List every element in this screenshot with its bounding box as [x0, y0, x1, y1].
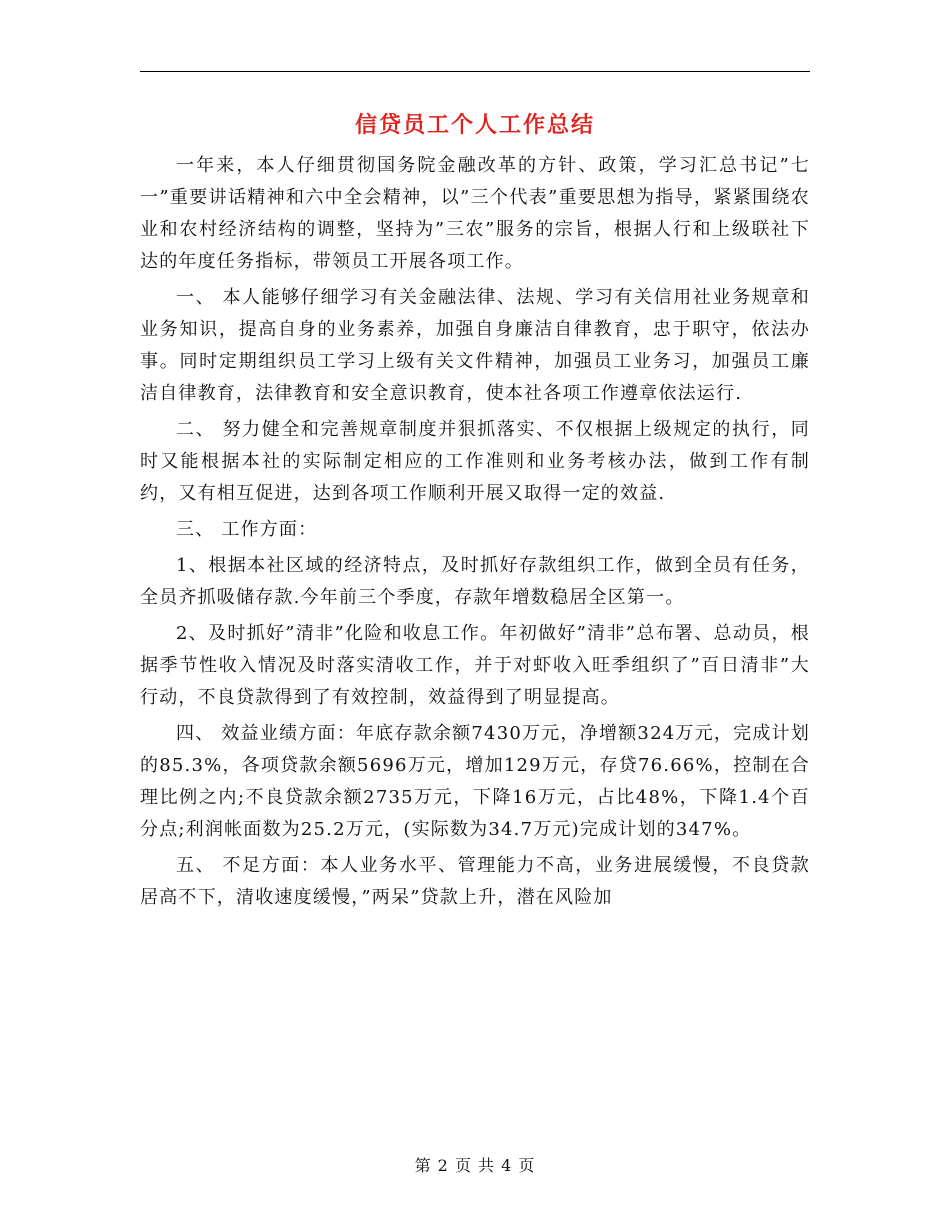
document-title: 信贷员工个人工作总结 — [354, 112, 595, 138]
paragraph-section-4: 四、 效益业绩方面：年底存款余额7430万元，净增额324万元，完成计划的85.3%，各项贷款余额5696万元，增加129万元，存贷76.66%，控制在合理比例之内;不良贷款余额2735万元，下降16万元，占比48%，下降1.4个百分点;利润帐面数为25.2万元，(实际数为34.7万元)完成计划的347%。 — [140, 723, 810, 840]
paragraph-intro: 一年来，本人仔细贯彻国务院金融改革的方针、政策，学习汇总书记”七一”重要讲话精神和六中全会精神，以”三个代表”重要思想为指导，紧紧围绕农业和农村经济结构的调整，坚持为”三农”服务的宗旨，根据人行和上级联社下达的年度任务指标，带领员工开展各项工作。 — [140, 155, 810, 272]
paragraph-section-3-item-1: 1、根据本社区域的经济特点，及时抓好存款组织工作，做到全员有任务，全员齐抓吸储存款.今年前三个季度，存款年增数稳居全区第一。 — [140, 555, 810, 608]
paragraph-section-1: 一、 本人能够仔细学习有关金融法律、法规、学习有关信用社业务规章和业务知识，提高自身的业务素养，加强自身廉洁自律教育，忠于职守，依法办事。同时定期组织员工学习上级有关文件精神，加强员工业务习，加强员工廉洁自律教育，法律教育和安全意识教育，使本社各项工作遵章依法运行. — [140, 287, 810, 404]
paragraph-section-2: 二、 努力健全和完善规章制度并狠抓落实、不仅根据上级规定的执行，同时又能根据本社的实际制定相应的工作准则和业务考核办法，做到工作有制约，又有相互促进，达到各项工作顺利开展又取得一定的效益. — [140, 419, 810, 504]
paragraph-section-5: 五、 不足方面：本人业务水平、管理能力不高，业务进展缓慢，不良贷款居高不下，清收速度缓慢，”两呆”贷款上升，潜在风险加 — [140, 855, 810, 908]
header-rule — [140, 71, 810, 72]
page-number: 第 2 页 共 4 页 — [414, 1156, 536, 1175]
paragraph-section-3-item-2: 2、及时抓好”清非”化险和收息工作。年初做好”清非”总布署、总动员，根据季节性收入情况及时落实清收工作，并于对虾收入旺季组织了”百日清非”大行动，不良贷款得到了有效控制，效益得到了明显提高。 — [140, 623, 810, 708]
document-body — [140, 150, 810, 918]
paragraph-section-3-heading: 三、 工作方面： — [176, 519, 318, 540]
